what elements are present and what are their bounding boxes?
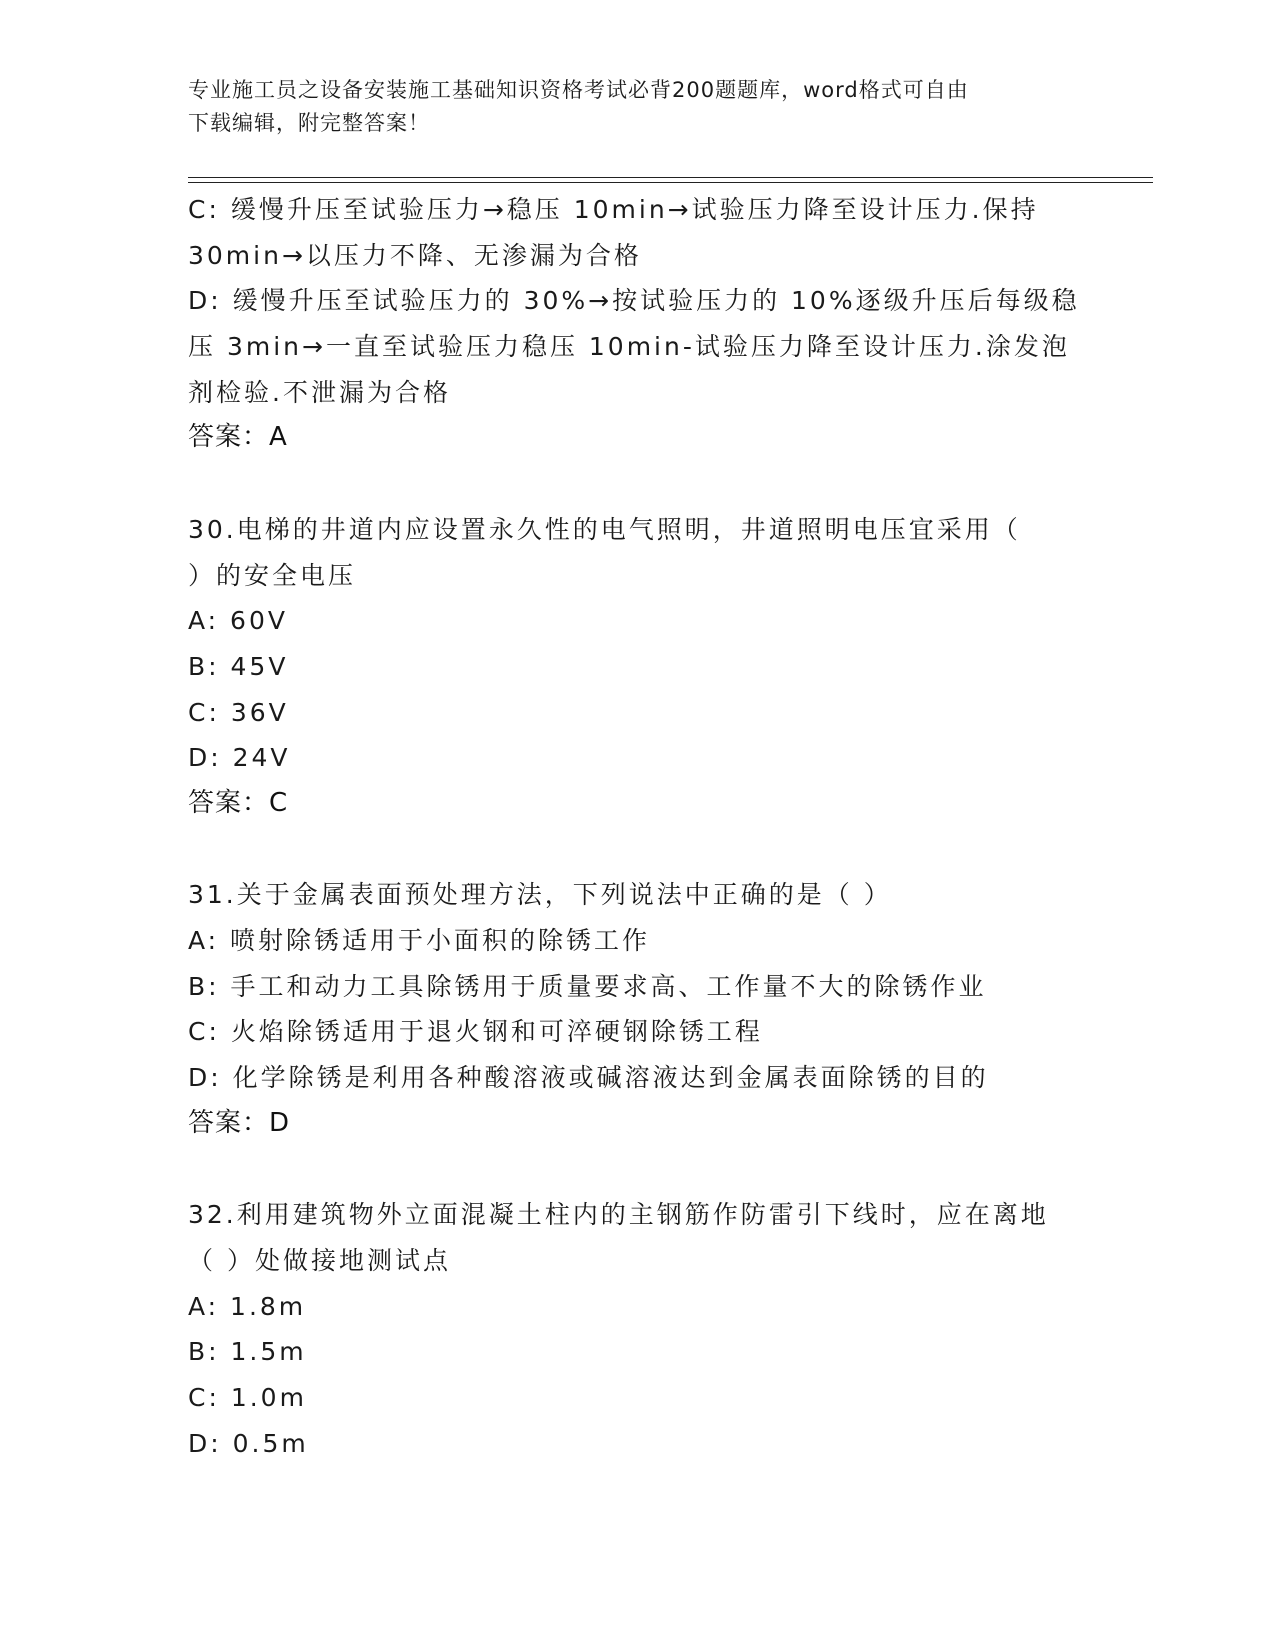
option-b: B: 手工和动力工具除锈用于质量要求高、工作量不大的除锈作业 [188, 971, 987, 1001]
header-title-line-2: 下载编辑，附完整答案！ [188, 111, 430, 135]
option-c: C: 火焰除锈适用于退火钢和可淬硬钢除锈工程 [188, 1017, 763, 1047]
option-d: D: 化学除锈是利用各种酸溶液或碱溶液达到金属表面除锈的目的 [188, 1063, 989, 1093]
spacer [188, 461, 1188, 507]
option-a: A: 1.8m [188, 1291, 307, 1321]
question-content [188, 187, 1188, 1466]
option-a: A: 60V [188, 606, 288, 636]
option-c: C: 1.0m [188, 1382, 307, 1412]
option-c: C: 36V [188, 697, 289, 727]
question-stem-line-1: 30.电梯的井道内应设置永久性的电气照明，井道照明电压宜采用（ [188, 514, 1021, 544]
question-stem-line-1: 31.关于金属表面预处理方法，下列说法中正确的是（ ） [188, 880, 892, 910]
header-title-line-1: 专业施工员之设备安装施工基础知识资格考试必背200题题库，word格式可自由 [188, 78, 969, 102]
option-b: B: 45V [188, 651, 289, 681]
question-30 [188, 507, 1188, 827]
option-b: B: 1.5m [188, 1337, 307, 1367]
question-stem-line-2: ）的安全电压 [188, 560, 357, 590]
answer-label: 答案：A [188, 422, 288, 453]
option-d: D: 0.5m [188, 1428, 309, 1458]
question-stem-line-2: （ ）处做接地测试点 [188, 1245, 451, 1275]
option-c-line-1: C: 缓慢升压至试验压力→稳压 10min→试验压力降至设计压力.保持 [188, 195, 1039, 224]
answer-label: 答案：D [188, 1107, 291, 1138]
option-d-line-3: 剂检验.不泄漏为合格 [188, 377, 451, 407]
answer-label: 答案：C [188, 787, 289, 818]
header-divider-bottom [188, 182, 1153, 183]
option-d: D: 24V [188, 743, 291, 773]
document-header [188, 74, 1088, 140]
question-32 [188, 1192, 1188, 1466]
option-d-line-1: D: 缓慢升压至试验压力的 30%→按试验压力的 10%逐级升压后每级稳 [188, 286, 1080, 316]
option-a: A: 喷射除锈适用于小面积的除锈工作 [188, 926, 651, 955]
question-31 [188, 872, 1188, 1146]
spacer [188, 827, 1188, 873]
option-d-line-2: 压 3min→一直至试验压力稳压 10min-试验压力降至设计压力.涂发泡 [188, 332, 1070, 362]
previous-question-block [188, 187, 1188, 461]
question-stem-line-1: 32.利用建筑物外立面混凝土柱内的主钢筋作防雷引下线时，应在离地 [188, 1200, 1049, 1230]
header-divider-top [188, 177, 1153, 178]
spacer [188, 1146, 1188, 1192]
option-c-line-2: 30min→以压力不降、无渗漏为合格 [188, 240, 642, 270]
